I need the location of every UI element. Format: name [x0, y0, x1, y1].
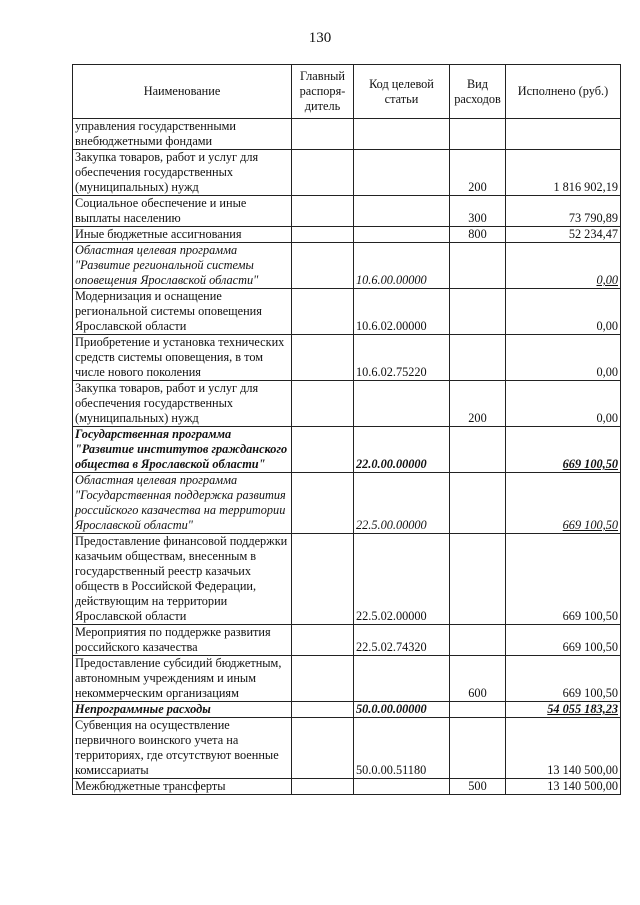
- cell-manager: [292, 534, 354, 625]
- table-row: [73, 702, 621, 718]
- cell-type: 600: [450, 656, 506, 702]
- cell-name: Мероприятия по поддержке развития российского казачества: [73, 625, 292, 656]
- cell-manager: [292, 150, 354, 196]
- cell-code: [354, 119, 450, 150]
- cell-code: 22.0.00.00000: [354, 427, 450, 473]
- cell-code: [354, 150, 450, 196]
- cell-type: [450, 427, 506, 473]
- cell-manager: [292, 702, 354, 718]
- cell-amount: 669 100,50: [506, 534, 621, 625]
- cell-name: Социальное обеспечение и иные выплаты населению: [73, 196, 292, 227]
- cell-amount: 13 140 500,00: [506, 779, 621, 795]
- cell-type: 300: [450, 196, 506, 227]
- table-row: [73, 289, 621, 335]
- cell-name: Непрограммные расходы: [73, 702, 292, 718]
- cell-amount: 0,00: [506, 289, 621, 335]
- cell-manager: [292, 243, 354, 289]
- cell-manager: [292, 473, 354, 534]
- header-row: [73, 65, 621, 119]
- cell-manager: [292, 779, 354, 795]
- table-row: [73, 381, 621, 427]
- table-row: [73, 473, 621, 534]
- cell-amount: 54 055 183,23: [506, 702, 621, 718]
- cell-manager: [292, 335, 354, 381]
- header-code: Код целевой статьи: [354, 65, 450, 119]
- cell-type: 800: [450, 227, 506, 243]
- table-row: [73, 243, 621, 289]
- cell-type: [450, 473, 506, 534]
- cell-code: 10.6.00.00000: [354, 243, 450, 289]
- table-row: [73, 150, 621, 196]
- table-row: [73, 718, 621, 779]
- cell-name: Модернизация и оснащение региональной системы оповещения Ярославской области: [73, 289, 292, 335]
- header-manager: Главный распоря-дитель: [292, 65, 354, 119]
- cell-name: Областная целевая программа "Развитие региональной системы оповещения Ярославской области": [73, 243, 292, 289]
- cell-code: 22.5.02.00000: [354, 534, 450, 625]
- cell-code: [354, 227, 450, 243]
- cell-type: 200: [450, 150, 506, 196]
- cell-code: 10.6.02.00000: [354, 289, 450, 335]
- cell-amount: 1 816 902,19: [506, 150, 621, 196]
- cell-code: [354, 779, 450, 795]
- table-row: [73, 656, 621, 702]
- cell-name: Предоставление финансовой поддержки казачьим обществам, внесенным в государственный реестр казачьих обществ в Российской Федерации, действующим на территории Ярославской области: [73, 534, 292, 625]
- cell-manager: [292, 227, 354, 243]
- cell-code: 50.0.00.00000: [354, 702, 450, 718]
- cell-type: [450, 702, 506, 718]
- header-name: Наименование: [73, 65, 292, 119]
- cell-amount: 73 790,89: [506, 196, 621, 227]
- table-body: [73, 119, 621, 795]
- cell-type: 200: [450, 381, 506, 427]
- cell-amount: 669 100,50: [506, 473, 621, 534]
- table-row: [73, 427, 621, 473]
- header-amount: Исполнено (руб.): [506, 65, 621, 119]
- cell-manager: [292, 119, 354, 150]
- cell-amount: 13 140 500,00: [506, 718, 621, 779]
- cell-name: Предоставление субсидий бюджетным, автономным учреждениям и иным некоммерческим организациям: [73, 656, 292, 702]
- table-row: [73, 625, 621, 656]
- cell-code: 22.5.00.00000: [354, 473, 450, 534]
- cell-amount: 0,00: [506, 243, 621, 289]
- cell-name: управления государственными внебюджетными фондами: [73, 119, 292, 150]
- cell-type: [450, 534, 506, 625]
- table-row: [73, 534, 621, 625]
- cell-manager: [292, 381, 354, 427]
- cell-name: Закупка товаров, работ и услуг для обеспечения государственных (муниципальных) нужд: [73, 150, 292, 196]
- table-header: [73, 65, 621, 119]
- cell-manager: [292, 289, 354, 335]
- cell-name: Областная целевая программа "Государственная поддержка развития российского казачества на территории Ярославской области": [73, 473, 292, 534]
- header-type: Вид расходов: [450, 65, 506, 119]
- cell-code: 22.5.02.74320: [354, 625, 450, 656]
- cell-name: Субвенция на осуществление первичного воинского учета на территориях, где отсутствуют военные комиссариаты: [73, 718, 292, 779]
- cell-type: [450, 335, 506, 381]
- cell-name: Иные бюджетные ассигнования: [73, 227, 292, 243]
- cell-manager: [292, 196, 354, 227]
- cell-manager: [292, 718, 354, 779]
- cell-manager: [292, 427, 354, 473]
- table-row: [73, 119, 621, 150]
- table-row: [73, 227, 621, 243]
- cell-type: 500: [450, 779, 506, 795]
- budget-table: [72, 64, 621, 795]
- page-number: 130: [308, 30, 332, 46]
- cell-amount: [506, 119, 621, 150]
- cell-code: 10.6.02.75220: [354, 335, 450, 381]
- table-row: [73, 196, 621, 227]
- cell-type: [450, 119, 506, 150]
- cell-type: [450, 243, 506, 289]
- cell-type: [450, 289, 506, 335]
- cell-amount: 669 100,50: [506, 625, 621, 656]
- cell-name: Закупка товаров, работ и услуг для обеспечения государственных (муниципальных) нужд: [73, 381, 292, 427]
- cell-code: [354, 196, 450, 227]
- cell-amount: 0,00: [506, 381, 621, 427]
- cell-manager: [292, 625, 354, 656]
- cell-code: [354, 656, 450, 702]
- cell-name: Межбюджетные трансферты: [73, 779, 292, 795]
- table-row: [73, 335, 621, 381]
- cell-amount: 669 100,50: [506, 656, 621, 702]
- cell-amount: 669 100,50: [506, 427, 621, 473]
- cell-code: 50.0.00.51180: [354, 718, 450, 779]
- cell-type: [450, 625, 506, 656]
- cell-code: [354, 381, 450, 427]
- cell-amount: 0,00: [506, 335, 621, 381]
- cell-amount: 52 234,47: [506, 227, 621, 243]
- cell-type: [450, 718, 506, 779]
- cell-name: Государственная программа "Развитие институтов гражданского общества в Ярославской области": [73, 427, 292, 473]
- cell-name: Приобретение и установка технических средств системы оповещения, в том числе нового поколения: [73, 335, 292, 381]
- cell-manager: [292, 656, 354, 702]
- table-row: [73, 779, 621, 795]
